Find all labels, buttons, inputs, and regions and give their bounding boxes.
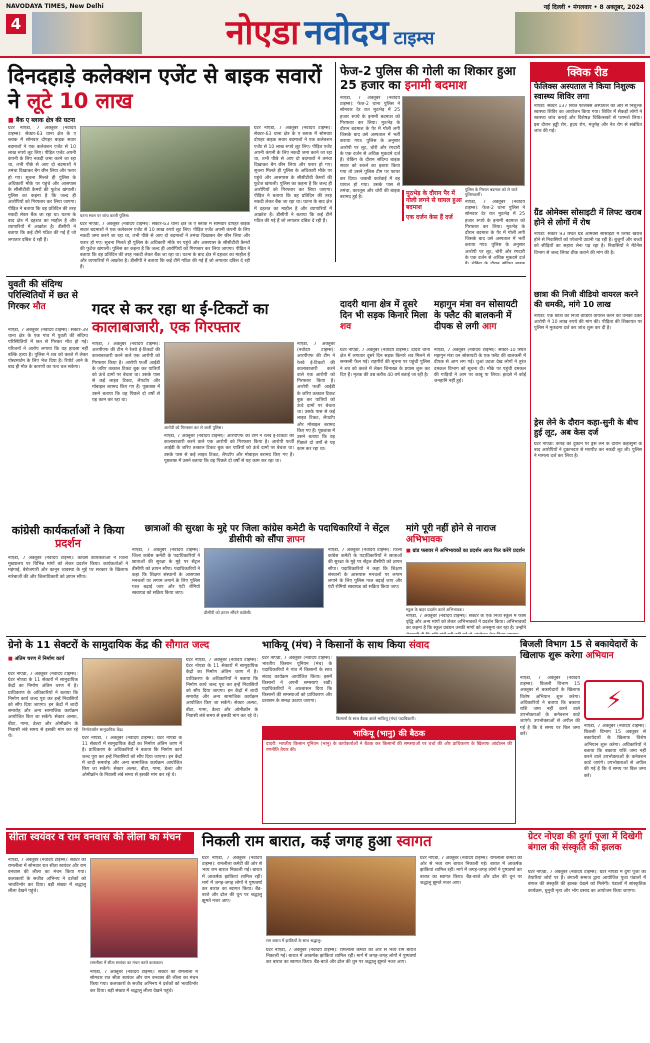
demands-headline: मांगे पूरी नहीं होने से नाराज अभिभावक <box>406 524 496 545</box>
lead-body-col1: ग्रेटर नोएडा, 7 अक्तूबर (नवोदय टाइम्स): सेक्टर-63 थाना क्षेत्र के ए ब्लाक में सोमवार दोपहर बाइक सवार बदमाशों ने एक कलेक्शन एजेंट से 10 लाख रुपये लूट लिए। पीड़ित एजेंट अपनी कंपनी के लिए नकदी जमा करने जा रहा था, तभी पीछे से आए दो बदमाशों ने तमंचा दिखाकर बैग छीन लिया और फरार हो गए। सूचना मिलते ही पुलिस के अधिकारी मौके पर पहुंचे और आसपास के सीसीटीवी कैमरों की फुटेज खंगाली। पुलिस का कहना है कि जल्द ही आरोपियों को गिरफ्तार कर लिया जाएगा। पीड़ित ने बताया कि वह प्रतिदिन की तरह नकदी लेकर बैंक जा रहा था। घटना के बाद क्षेत्र में दहशत का माहौल है और व्यापारियों में आक्रोश है। डीसीपी ने बताया कि कई टीमें गठित की गई हैं जो लगातार दबिश दे रही हैं। <box>8 126 76 243</box>
durga-body: ग्रेटर नोएडा, 7 अक्तूबर (नवोदय टाइम्स): ग्रेटर नोएडा में दुर्गा पूजा की तैयारियां जोरों पर हैं। बंगाली समाज द्वारा आयोजित पूजा पंडालों में बंगाल की संस्कृति की झलक देखने को मिलेगी। पंडालों में सांस्कृतिक कार्यक्रम, धुनुची नृत्य और भोग प्रसाद का आयोजन किया जाएगा। <box>528 870 646 894</box>
masthead-left-label: NAVODAYA TIMES, New Delhi <box>6 3 104 10</box>
bhakiyu-body-col1: ग्रेटर नोएडा, 7 अक्तूबर (नवोदय टाइम्स): भारतीय किसान यूनियन (मंच) के पदाधिकारियों ने गांव में किसानों के साथ संवाद कार्यक्रम आयोजित किया। इसमें किसानों ने अपनी समस्याएं रखीं। पदाधिकारियों ने आश्वासन दिया कि किसानों की समस्याओं को प्राधिकरण और प्रशासन के समक्ष उठाया जाएगा। <box>262 656 332 705</box>
baraat-photo-caption: राम बारात में झांकियों के साथ श्रद्धालु। <box>266 938 322 943</box>
encounter-subhead-box <box>402 190 462 221</box>
dadri-headline: दादरी थाना क्षेत्र में दूसरे दिन भी सड़क किनारे मिला शव <box>340 300 428 332</box>
sita-headline: सीता स्वयंवर व राम वनवास की लीला का मंचन <box>9 832 181 843</box>
quick-item3-head: छात्रा की निजी वीडियो वायरल करने की धमकी, मांगे 10 लाख <box>534 290 639 309</box>
encounter-headline: फेज-2 पुलिस की गोली का शिकार हुआ 25 हजार का इनामी बदमाश <box>340 64 516 92</box>
lead-body-col2: ग्रेटर नोएडा, 7 अक्तूबर (नवोदय टाइम्स): सेक्टर-63 थाना क्षेत्र के ए ब्लाक में सोमवार दोपहर बाइक सवार बदमाशों ने एक कलेक्शन एजेंट से 10 लाख रुपये लूट लिए। पीड़ित एजेंट अपनी कंपनी के लिए नकदी जमा करने जा रहा था, तभी पीछे से आए दो बदमाशों ने तमंचा दिखाकर बैग छीन लिया और फरार हो गए। सूचना मिलते ही पुलिस के अधिकारी मौके पर पहुंचे और आसपास के सीसीटीवी कैमरों की फुटेज खंगाली। पुलिस का कहना है कि जल्द ही आरोपियों को गिरफ्तार कर लिया जाएगा। पीड़ित ने बताया कि वह प्रतिदिन की तरह नकदी लेकर बैंक जा रहा था। घटना के बाद क्षेत्र में दहशत का माहौल है और व्यापारियों में आक्रोश है। डीसीपी ने बताया कि कई टीमें गठित की गई हैं जो लगातार दबिश दे रही हैं। <box>254 126 332 225</box>
baraat-body-col2: ग्रेटर नोएडा, 7 अक्तूबर (नवोदय टाइम्स): रामलीला कमेटी की ओर से भव्य राम बारात निकाली गई। बारात में आकर्षक झांकियां शामिल रहीं। मार्ग में जगह-जगह लोगों ने पुष्पवर्षा कर बारात का स्वागत किया। बैंड-बाजे और ढोल की धुन पर श्रद्धालु झूमते नजर आए। <box>266 948 416 966</box>
lead-kicker: ■ बैंक ए ब्लाक क्षेत्र की घटना <box>8 116 75 124</box>
demands-body: नोएडा, 7 अक्तूबर (नवोदय टाइम्स): सेक्टर के एक निजी स्कूल में फीस वृद्धि और अन्य मांगों को लेकर अभिभावकों ने प्रदर्शन किया। अभिभावकों का कहना है कि स्कूल प्रबंधन उनकी मांगों को अनसुना कर रहा है। उन्होंने <box>406 614 526 632</box>
gadar-headline: गदर से कर रहा था ई-टिकटों का कालाबाजारी, एक गिरफ्तार <box>92 300 269 336</box>
quick-item1-body: नोएडा: सेक्टर 137 स्थित फेलिक्स अस्पताल की ओर से निशुल्क स्वास्थ्य शिविर का आयोजन किया गया। शिविर में सैकड़ों लोगों ने स्वास्थ्य जांच कराई और विशेषज्ञ चिकित्सकों से परामर्श लिया। इस दौरान हड्डी रोग, हृदय रोग, मधुमेह और नेत्र रोग से संबंधित जांच की गई। <box>534 104 642 134</box>
rule-row1 <box>6 276 526 277</box>
encounter-photo-caption: पुलिस के गिरफ्त बदमाश को ले जाते पुलिसकर्मी। <box>465 187 518 197</box>
masthead <box>0 0 650 58</box>
sita-photo <box>90 858 198 958</box>
gadar-body-col3: नोएडा, 7 अक्तूबर (नवोदय टाइम्स): आरपीएफ की टीम ने रेलवे ई-टिकटों की कालाबाजारी करने वाले एक आरोपी को गिरफ्तार किया है। आरोपी फर्जी आईडी के जरिए तत्काल टिकट बुक कर यात्रियों को ऊंचे दामों पर बेचता था। उसके पास से कई लाइव टिकट, लैपटॉप और मोबाइल बरामद किए गए हैं। पूछताछ में उसने बताया कि वह पिछले दो वर्षों से यह काम कर रहा था। <box>297 342 335 453</box>
students-photo <box>204 548 324 608</box>
lead-body-col3: ग्रेटर नोएडा, 7 अक्तूबर (नवोदय टाइम्स): सेक्टर-63 थाना क्षेत्र के ए ब्लाक में सोमवार दोपहर बाइक सवार बदमाशों ने एक कलेक्शन एजेंट से 10 लाख रुपये लूट लिए। पीड़ित एजेंट अपनी कंपनी के लिए नकदी जमा करने जा रहा था, तभी पीछे से आए दो बदमाशों ने तमंचा दिखाकर बैग छीन लिया और फरार हो गए। सूचना मिलते ही पुलिस के अधिकारी मौके पर पहुंचे और आसपास के सीसीटीवी कैमरों की फुटेज खंगाली। पुलिस का कहना है कि जल्द ही आरोपियों को गिरफ्तार कर लिया जाएगा। पीड़ित ने बताया कि वह प्रतिदिन की तरह नकदी लेकर बैंक जा रहा था। घटना के बाद क्षेत्र में दहशत का माहौल है और व्यापारियों में आक्रोश है। डीसीपी ने बताया कि कई टीमें गठित की गई हैं जो लगातार दबिश दे रही हैं। <box>80 222 250 271</box>
bhakiyu-headline: भाकियू (मंच) ने किसानों के साथ किया संवाद <box>262 640 430 651</box>
durga-headline: ग्रेटर नोएडा की दुर्गा पूजा में दिखेगी बंगाल की संस्कृति की झलक <box>528 832 643 853</box>
demands-kicker: ■ ग्रांड फ्लावर में अभिभावकों का प्रदर्शन आज फिर करेंगे प्रदर्शन <box>406 548 526 554</box>
encounter-photo <box>402 96 525 186</box>
students-photo-caption: डीसीपी को ज्ञापन सौंपते कांग्रेसी। <box>204 610 252 615</box>
dateline: नई दिल्ली • मंगलवार • 8 अक्तूबर, 2024 <box>543 4 644 11</box>
demands-photo <box>406 562 526 606</box>
sita-headline-bar <box>6 832 194 854</box>
bhakiyu-box-title: भाकियू (भानु) की बैठक <box>263 727 515 740</box>
gadar-body-col2: नोएडा, 7 अक्तूबर (नवोदय टाइम्स): आरपीएफ की टीम ने रेलवे ई-टिकटों की कालाबाजारी करने वाले एक आरोपी को गिरफ्तार किया है। आरोपी फर्जी आईडी के जरिए तत्काल टिकट बुक कर यात्रियों को ऊंचे दामों पर बेचता था। उसके पास से कई लाइव टिकट, लैपटॉप और मोबाइल बरामद किए गए हैं। पूछताछ में उसने बताया कि वह पिछले दो वर्षों से यह काम कर रहा था। <box>164 434 294 464</box>
greno-body-col1: ग्रेटर नोएडा, 7 अक्तूबर (नवोदय टाइम्स): ग्रेटर नोएडा के 11 सेक्टरों में सामुदायिक केंद्रों का निर्माण अंतिम चरण में है। प्राधिकरण के अधिकारियों ने बताया कि निर्माण कार्य जल्द पूरा कर इन्हें निवासियों को सौंप दिया जाएगा। इन केंद्रों में शादी समारोह और अन्य सामाजिक कार्यक्रम आयोजित किए जा सकेंगे। सेक्टर अल्फा, बीटा, गामा, डेल्टा और ओमीक्रॉन के निवासी लंबे समय से इसकी मांग कर रहे थे। <box>8 672 78 740</box>
baraat-body-col1: ग्रेटर नोएडा, 7 अक्तूबर (नवोदय टाइम्स): रामलीला कमेटी की ओर से भव्य राम बारात निकाली गई। बारात में आकर्षक झांकियां शामिल रहीं। मार्ग में जगह-जगह लोगों ने पुष्पवर्षा कर बारात का स्वागत किया। बैंड-बाजे और ढोल की धुन पर श्रद्धालु झूमते नजर आए। <box>202 856 262 905</box>
gadar-photo-caption: आरोपी को गिरफ्तार कर ले जाती पुलिस। <box>164 425 223 430</box>
greno-body-col3: ग्रेटर नोएडा, 7 अक्तूबर (नवोदय टाइम्स): ग्रेटर नोएडा के 11 सेक्टरों में सामुदायिक केंद्रों का निर्माण अंतिम चरण में है। प्राधिकरण के अधिकारियों ने बताया कि निर्माण कार्य जल्द पूरा कर इन्हें निवासियों को सौंप दिया जाएगा। इन केंद्रों में शादी समारोह और अन्य सामाजिक कार्यक्रम आयोजित किए जा सकेंगे। सेक्टर अल्फा, बीटा, गामा, डेल्टा और ओमीक्रॉन के निवासी लंबे समय से इसकी मांग कर रहे थे। <box>186 658 258 719</box>
students-body-col1: नोएडा, 7 अक्तूबर (नवोदय टाइम्स): जिला कांग्रेस कमेटी के पदाधिकारियों ने छात्राओं की सुरक्षा के मुद्दे पर सेंट्रल डीसीपी को ज्ञापन सौंपा। पदाधिकारियों ने कहा कि शिक्षण संस्थानों के आसपास मनचलों पर लगाम लगाने के लिए पुलिस गश्त बढ़ाई जाए और एंटी रोमियो स्क्वायड को सक्रिय किया जाए। <box>132 548 200 597</box>
mahagun-body: नोएडा, 7 अक्तूबर (नवोदय टाइम्स): सेक्टर-10 स्थित महागुन मंत्रा वन सोसायटी के एक फ्लैट की बालकनी में दीपक से आग लग गई। धुआं उठता देख लोगों ने तुरंत दमकल विभाग को सूचना दी। मौके पर पहुंची दमकल की गाड़ियों ने आग पर काबू पा लिया। हादसे में कोई जनहानि नहीं हुई। <box>434 348 526 385</box>
lead-headline: दिनदहाड़े कलेक्शन एजेंट से बाइक सवारों ने लूटे 10 लाख <box>8 64 322 113</box>
encounter-subhead1: मुठभेड़ के दौरान पैर में गोली लगने से घायल हुआ बदमाश <box>406 190 462 211</box>
rule-row3 <box>6 828 646 830</box>
masthead-title <box>150 8 510 52</box>
electric-headline: बिजली विभाग 15 से बकायेदारों के खिलाफ शुरू करेगा अभियान <box>520 640 638 661</box>
quick-item2-body: नोएडा: सेक्टर 93 स्थित ग्रैंड ओमेक्स सोसाइटी में लिफ्ट खराब होने से निवासियों को परेशानी उठानी पड़ रही है। बुजुर्गों और बच्चों को सीढ़ियों का सहारा लेना पड़ रहा है। निवासियों ने मेंटेनेंस विभाग से जल्द लिफ्ट ठीक कराने की मांग की है। <box>534 232 642 256</box>
greno-kicker: ■ अंतिम चरण में निर्माण कार्य <box>8 656 78 662</box>
baraat-body-col3: ग्रेटर नोएडा, 7 अक्तूबर (नवोदय टाइम्स): रामलीला कमेटी की ओर से भव्य राम बारात निकाली गई। बारात में आकर्षक झांकियां शामिल रहीं। मार्ग में जगह-जगह लोगों ने पुष्पवर्षा कर बारात का स्वागत किया। बैंड-बाजे और ढोल की धुन पर श्रद्धालु झूमते नजर आए। <box>420 856 522 886</box>
students-body-col2: नोएडा, 7 अक्तूबर (नवोदय टाइम्स): जिला कांग्रेस कमेटी के पदाधिकारियों ने छात्राओं की सुरक्षा के मुद्दे पर सेंट्रल डीसीपी को ज्ञापन सौंपा। पदाधिकारियों ने कहा कि शिक्षण संस्थानों के आसपास मनचलों पर लगाम लगाने के लिए पुलिस गश्त बढ़ाई जाए और एंटी रोमियो स्क्वायड को सक्रिय किया जाए। <box>328 548 402 591</box>
rule-lead-right <box>335 62 336 262</box>
greno-headline: ग्रेनो के 11 सेक्टरों के सामुदायिक केंद्र की सौगात जल्द <box>8 640 210 651</box>
gadar-photo <box>164 342 294 424</box>
sita-body-col1: नोएडा, 7 अक्तूबर (नवोदय टाइम्स): सेक्टर की रामलीला में सोमवार रात सीता स्वयंवर और राम वनवास की लीला का मंचन किया गया। कलाकारों के सजीव अभिनय ने दर्शकों को भावविभोर कर दिया। बड़ी संख्या में श्रद्धालु लीला देखने पहुंचे। <box>8 858 86 895</box>
electric-body-col1: नोएडा, 7 अक्तूबर (नवोदय टाइम्स): बिजली विभाग 15 अक्तूबर से बकायेदारों के खिलाफ विशेष अभियान शुरू करेगा। अधिकारियों ने बताया कि बकाया राशि जमा नहीं करने वाले उपभोक्ताओं के कनेक्शन काटे जाएंगे। उपभोक्ताओं से अपील की गई है कि वे समय पर बिल जमा करें। <box>520 676 580 737</box>
electric-body-col2: नोएडा, 7 अक्तूबर (नवोदय टाइम्स): बिजली विभाग 15 अक्तूबर से बकायेदारों के खिलाफ विशेष अभियान शुरू करेगा। अधिकारियों ने बताया कि बकाया राशि जमा नहीं करने वाले उपभोक्ताओं के कनेक्शन काटे जाएंगे। उपभोक्ताओं से अपील की गई है कि वे समय पर बिल जमा करें। <box>584 724 646 779</box>
greno-photo-caption: निर्माणाधीन सामुदायिक केंद्र। <box>82 727 124 732</box>
lead-photo-caption: घटना स्थल पर जांच करती पुलिस। <box>80 213 130 218</box>
lead-photo <box>80 126 250 212</box>
rule-row2 <box>6 636 646 637</box>
electric-icon: ⚡ <box>584 680 644 720</box>
quick-item1-head: फेलिक्स अस्पताल ने किया निशुल्क स्वास्थ्य शिविर लगा <box>534 82 636 101</box>
bhakiyu-box-body: दादरी: भारतीय किसान यूनियन (भानु) के कार्यकर्ताओं ने बैठक कर किसानों की समस्याओं पर चर्चा की और प्राधिकरण के खिलाफ आंदोलन की रणनीति तैयार की। <box>266 742 512 754</box>
greno-body-col2: ग्रेटर नोएडा, 7 अक्तूबर (नवोदय टाइम्स): ग्रेटर नोएडा के 11 सेक्टरों में सामुदायिक केंद्रों का निर्माण अंतिम चरण में है। प्राधिकरण के अधिकारियों ने बताया कि निर्माण कार्य जल्द पूरा कर इन्हें निवासियों को सौंप दिया जाएगा। इन केंद्रों में शादी समारोह और अन्य सामाजिक कार्यक्रम आयोजित किए जा सकेंगे। सेक्टर अल्फा, बीटा, गामा, डेल्टा और ओमीक्रॉन के निवासी लंबे समय से इसकी मांग कर रहे थे। <box>82 736 182 779</box>
encounter-body-col1: नोएडा, 7 अक्तूबर (नवोदय टाइम्स): फेज-2 थाना पुलिस ने सोमवार देर रात मुठभेड़ में 25 हजार रुपये के इनामी बदमाश को गिरफ्तार कर लिया। मुठभेड़ के दौरान बदमाश के पैर में गोली लगी जिसके बाद उसे अस्पताल में भर्ती कराया गया। पुलिस के अनुसार आरोपी पर लूट, चोरी और रंगदारी के एक दर्जन से अधिक मुकदमे दर्ज हैं। चेकिंग के दौरान संदिग्ध बाइक सवार को रुकने का इशारा किया गया तो उसने पुलिस टीम पर फायर कर दिया। जवाबी कार्रवाई में वह घायल हो गया। उसके पास से तमंचा, कारतूस और चोरी की बाइक बरामद हुई है। <box>340 96 400 201</box>
congress-headline: कांग्रेसी कार्यकर्ताओं ने किया प्रदर्शन <box>11 524 125 550</box>
gadar-body-col1: नोएडा, 7 अक्तूबर (नवोदय टाइम्स): आरपीएफ की टीम ने रेलवे ई-टिकटों की कालाबाजारी करने वाले एक आरोपी को गिरफ्तार किया है। आरोपी फर्जी आईडी के जरिए तत्काल टिकट बुक कर यात्रियों को ऊंचे दामों पर बेचता था। उसके पास से कई लाइव टिकट, लैपटॉप और मोबाइल बरामद किए गए हैं। पूछताछ में उसने बताया कि वह पिछले दो वर्षों से यह काम कर रहा था। <box>92 342 160 403</box>
death-headline: युवती की संदिग्ध परिस्थितियों में छत से गिरकर मौत <box>8 280 78 312</box>
baraat-headline: निकली राम बारात, कई जगह हुआ स्वागत <box>202 832 432 850</box>
sita-body-col2: नोएडा, 7 अक्तूबर (नवोदय टाइम्स): सेक्टर की रामलीला में सोमवार रात सीता स्वयंवर और राम वनवास की लीला का मंचन किया गया। कलाकारों के सजीव अभिनय ने दर्शकों को भावविभोर कर दिया। बड़ी संख्या में श्रद्धालु लीला देखने पहुंचे। <box>90 970 198 994</box>
title-noida: नोएडा <box>225 13 300 53</box>
quick-item4-body: ग्रेटर नोएडा: कपड़े की दुकान पर ड्रेस लेने के दौरान कहासुनी के बाद आरोपियों ने दुकानदार से मारपीट कर नकदी लूट ली। पुलिस ने मामला दर्ज कर लिया है। <box>534 442 642 460</box>
quick-item4-head: ड्रेस लेने के दौरान कहा-सुनी के बीच हुई लूट, अब केस दर्ज <box>534 418 639 437</box>
quick-item3-body: नोएडा: एक छात्रा की निजी वीडियो वायरल करने की धमकी देकर आरोपी ने 10 लाख रुपये की मांग की। पीड़िता की शिकायत पर पुलिस ने मुकदमा दर्ज कर जांच शुरू कर दी है। <box>534 314 642 332</box>
bhakiyu-photo <box>336 656 516 714</box>
congress-body: नोएडा, 7 अक्तूबर (नवोदय टाइम्स): कांग्रेस कार्यकर्ताओं ने जिला मुख्यालय पर विभिन्न मांगों को लेकर प्रदर्शन किया। कार्यकर्ताओं ने महंगाई, बेरोजगारी और कानून व्यवस्था के मुद्दे पर सरकार के खिलाफ नारेबाजी की और जिलाधिकारी को ज्ञापन सौंपा। <box>8 556 128 580</box>
dadri-body: ग्रेटर नोएडा, 7 अक्तूबर (नवोदय टाइम्स): दादरी थाना क्षेत्र में लगातार दूसरे दिन सड़क किनारे शव मिलने से सनसनी फैल गई। राहगीरों की सूचना पर पहुंची पुलिस ने शव को कब्जे में लेकर शिनाख्त के प्रयास शुरू कर दिए हैं। मृतक की उम्र करीब 40 वर्ष बताई जा रही है। <box>340 348 430 378</box>
title-navodaya: नवोदय <box>304 13 389 53</box>
death-body: नोएडा, 7 अक्तूबर (नवोदय टाइम्स): सेक्टर-39 थाना क्षेत्र के एक गांव में युवती की संदिग्ध परिस्थितियों में छत से गिरकर मौत हो गई। परिजनों ने आरोप लगाया कि यह हादसा नहीं बल्कि हत्या है। पुलिस ने शव को कब्जे में लेकर पोस्टमार्टम के लिए भेज दिया है। रिपोर्ट आने के बाद ही मौत के कारणों का पता चल सकेगा। <box>8 328 88 371</box>
quick-item2-head: ग्रैंड ओमेक्स सोसाइटी में लिफ्ट खराब होने से लोगों में रोष <box>534 208 642 227</box>
baraat-photo <box>266 856 416 936</box>
encounter-subhead2: एक दर्जन केस हैं दर्ज <box>406 214 453 221</box>
page-number: 4 <box>6 14 26 34</box>
mahagun-headline: महागुन मंत्रा वन सोसायटी के फ्लैट की बालकनी में दीपक से लगी आग <box>434 300 518 332</box>
masthead-photo-strip-right <box>515 12 645 54</box>
students-headline: छात्राओं की सुरक्षा के मुद्दे पर जिला कांग्रेस कमेटी के पदाधिकारियों ने सेंट्रल डीसीपी को सौंपा ज्ञापन <box>144 524 390 545</box>
greno-photo <box>82 658 182 726</box>
bhakiyu-box <box>262 726 516 824</box>
title-times: टाइम्स <box>393 28 435 49</box>
bhakiyu-photo-caption: किसानों के साथ बैठक करते भाकियू (मंच) पदाधिकारी। <box>336 716 416 721</box>
encounter-body-col2: नोएडा, 7 अक्तूबर (नवोदय टाइम्स): फेज-2 थाना पुलिस ने सोमवार देर रात मुठभेड़ में 25 हजार रुपये के इनामी बदमाश को गिरफ्तार कर लिया। मुठभेड़ के दौरान बदमाश के पैर में गोली लगी जिसके बाद उसे अस्पताल में भर्ती कराया गया। पुलिस के अनुसार आरोपी पर लूट, चोरी और रंगदारी के एक दर्जन से अधिक मुकदमे दर्ज <box>465 200 525 261</box>
demands-photo-caption: स्कूल के बाहर प्रदर्शन करते अभिभावक। <box>406 607 464 612</box>
sita-photo-caption: रामलीला में सीता स्वयंवर का मंचन करते कलाकार। <box>90 960 164 965</box>
masthead-photo-strip-left <box>32 12 142 54</box>
quick-read-title: क्विक रीड <box>531 63 644 82</box>
